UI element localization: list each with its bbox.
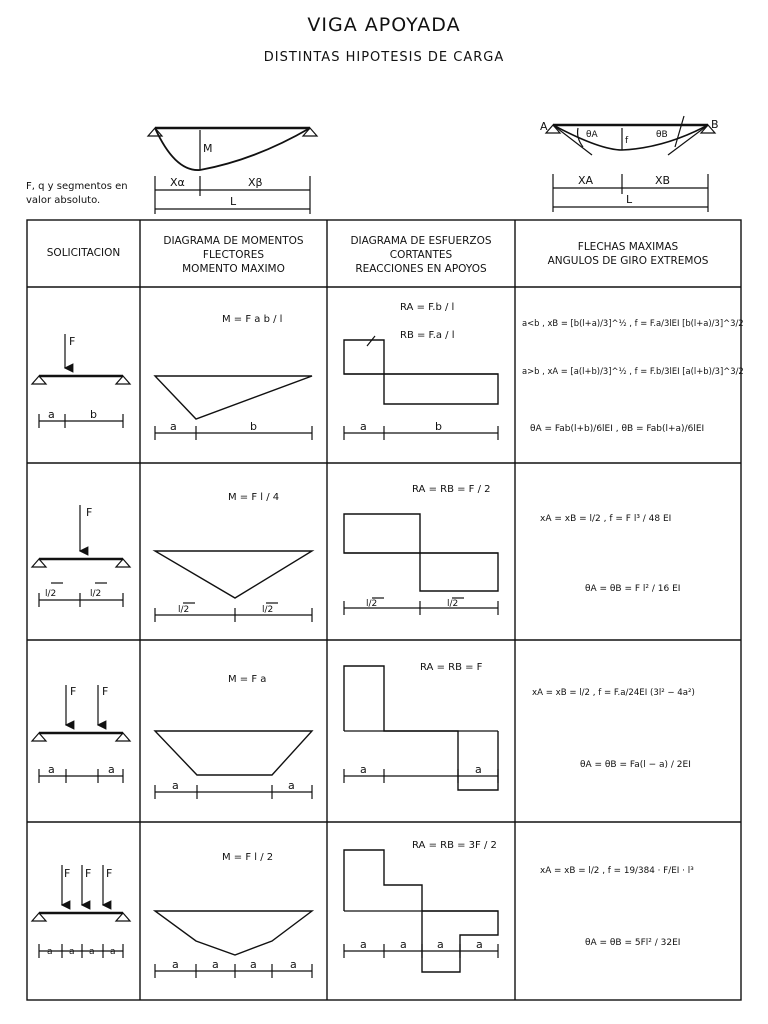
r4-label-f-3: F [106,867,113,880]
r3-label-a-1: a [48,763,55,776]
r1-reaction-b: RB = F.a / l [400,330,455,341]
r4-label-a-3: a [89,947,95,957]
r4-label-a-4: a [110,947,116,957]
r3-label-f-1: F [70,685,77,698]
r3-deflection: xA = xB = l/2 , f = F.a/24EI (3l² − 4a²) [532,688,695,698]
r1-moment-triangle [155,376,312,419]
tr-label-xb: XB [655,174,671,187]
r1-deflection-2: a>b , xA = [a(l+b)/3]^½ , f = F.b/3lEI [a(l+b)/3]^3/2 [522,366,744,376]
r2m-label-half-2: l/2 [262,605,274,615]
tr-label-theta-a: θA [586,130,598,140]
r4-moment-polygon [155,911,312,955]
r2-label-half-2: l/2 [90,589,102,599]
r4-deflection: xA = xB = l/2 , f = 19/384 · F/EI · l³ [540,866,694,876]
r2-label-half-1: l/2 [45,589,57,599]
page-title: VIGA APOYADA [307,14,461,36]
header-flechas-line-1: FLECHAS MAXIMAS [577,241,679,253]
tr-label-l: L [626,193,633,206]
r3-moment-formula: M = F a [228,674,267,685]
r1-shear-mark [367,336,375,346]
row3-load-sketch [32,685,130,783]
r1-reaction-a: RA = F.b / l [400,302,455,313]
r1s-label-a: a [360,420,367,433]
r1-label-a: a [48,408,55,421]
tl-deflection-curve [155,128,310,170]
r1-moment-formula: M = F a b / l [222,314,283,325]
header-momentos-line-2: FLECTORES [202,249,265,261]
tl-label-xb: Xβ [248,176,263,189]
r4s-label-a-2: a [400,938,407,951]
r4m-label-a-1: a [172,958,179,971]
r4m-label-a-3: a [250,958,257,971]
r2-moment-triangle [155,551,312,598]
r1-support-left [32,376,46,384]
r1-label-b: b [90,408,97,421]
tr-label-xa: XA [578,174,594,187]
header-momentos-line-1: DIAGRAMA DE MOMENTOS [163,235,304,247]
r2-moment-formula: M = F l / 4 [228,492,280,503]
units-note-line-2: valor absoluto. [26,195,101,206]
r3s-label-a-1: a [360,763,367,776]
r4-label-a-2: a [69,947,75,957]
r4s-label-a-4: a [476,938,483,951]
header-momentos-line-3: MOMENTO MAXIMO [182,263,285,275]
tr-label-a: A [540,120,548,133]
r4s-label-a-3: a [437,938,444,951]
tr-angle-arc-right [675,116,684,147]
tl-label-xa: Xα [170,176,185,189]
r3m-label-a-2: a [288,779,295,792]
r4-angles: θA = θB = 5Fl² / 32EI [585,938,681,948]
header-solicitacion: SOLICITACION [46,247,121,259]
r2-angles: θA = θB = F l² / 16 EI [585,584,681,594]
header-cortantes-line-1: DIAGRAMA DE ESFUERZOS [350,235,492,247]
tl-label-m: M [203,142,213,155]
row4-load-sketch [32,865,130,958]
r4m-label-a-4: a [290,958,297,971]
r3s-label-a-2: a [475,763,482,776]
r4-reactions: RA = RB = 3F / 2 [412,840,497,851]
r4-moment-formula: M = F l / 2 [222,852,274,863]
r3-moment-trapezoid [155,731,312,775]
r4-label-f-2: F [85,867,92,880]
r2-label-f: F [86,506,93,519]
header-momentos [140,234,327,276]
tr-deflection-curve [553,125,708,150]
row1-load-sketch [32,334,130,428]
r3-label-a-2: a [108,763,115,776]
header-cortantes-line-2: CORTANTES [389,249,453,261]
r3-reactions: RA = RB = F [420,662,483,673]
r2s-label-half-1: l/2 [366,599,378,609]
tr-label-theta-b: θB [656,130,668,140]
r4-label-f-1: F [64,867,71,880]
header-cortantes-line-3: REACCIONES EN APOYOS [355,263,487,275]
header-flechas [515,240,741,268]
tr-label-f: f [625,136,629,146]
r4m-label-a-2: a [212,958,219,971]
r4-label-a-1: a [47,947,53,957]
row1-shear-diagram [344,336,498,440]
r4s-label-a-1: a [360,938,367,951]
r1m-label-a: a [170,420,177,433]
r1-deflection-1: a<b , xB = [b(l+a)/3]^½ , f = F.a/3lEI [b(l+a)/3]^3/2 [522,318,744,328]
r1-shear-outline [344,340,498,404]
units-note-line-1: F, q y segmentos en [26,181,128,192]
r1m-label-b: b [250,420,257,433]
tr-label-b: B [711,118,719,131]
r3-angles: θA = θB = Fa(l − a) / 2EI [580,760,691,770]
r2s-label-half-2: l/2 [447,599,459,609]
r3m-label-a-1: a [172,779,179,792]
r2-deflection: xA = xB = l/2 , f = F l³ / 48 EI [540,514,672,524]
header-cortantes [327,234,515,276]
row1-moment-diagram [155,376,312,440]
r1-angles: θA = Fab(l+b)/6lEI , θB = Fab(l+a)/6lEI [530,424,705,434]
r2-reactions: RA = RB = F / 2 [412,484,491,495]
r1-label-f: F [69,335,76,348]
row4-shear-diagram [344,850,498,972]
r1-support-right [116,376,130,384]
header-flechas-line-2: ANGULOS DE GIRO EXTREMOS [547,255,709,267]
page-subtitle: DISTINTAS HIPOTESIS DE CARGA [263,50,505,65]
tl-label-l: L [230,195,237,208]
r1s-label-b: b [435,420,442,433]
r3-label-f-2: F [102,685,109,698]
r2m-label-half-1: l/2 [178,605,190,615]
